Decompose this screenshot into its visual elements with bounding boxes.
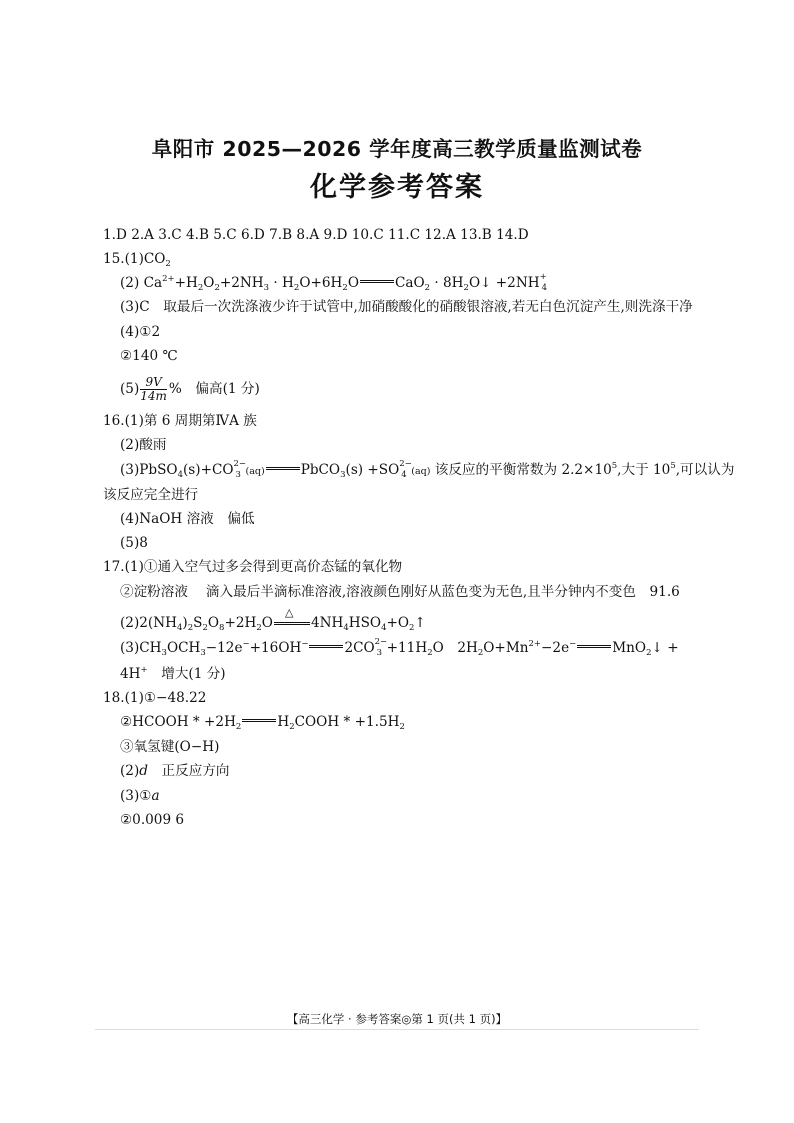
q15-part2-equation: (2) $Ca^{2+}+H_2O_2+2NH_3 \cdot H_2O+6H_2O$ $CaO_2 \cdot 8H_2O↓ +2NH$ + 4 [120, 272, 548, 293]
q18-part1: 18.(1)①−48.22 [103, 690, 207, 706]
q15-part3: (3)C 取最后一次洗涤液少许于试管中,加硝酸酸化的硝酸银溶液,若无白色沉淀产生,则洗涤干净 [120, 299, 693, 315]
q16-part5: (5)8 [120, 535, 148, 551]
q16-part3-continued: 该反应完全进行 [103, 487, 199, 503]
equals-sign [577, 645, 611, 648]
equals-sign [360, 280, 394, 283]
equals-sign [309, 645, 343, 648]
q18-part2: (2)d 正反应方向 [120, 763, 230, 779]
q18-part1b: ②HCOOH * $+2H_2$ $H_2COOH * +1.5H_2$ [120, 714, 405, 732]
equals-sign [242, 719, 276, 722]
answer-key-title: 化学参考答案 [310, 172, 484, 203]
q15-part4b: ②140 ℃ [120, 348, 178, 364]
q18-part1c: ③氧氢键(O−H) [120, 739, 220, 755]
q18-part3b: ②0.009 6 [120, 812, 185, 828]
exam-title: 阜阳市 2025—2026 学年度高三教学质量监测试卷 [151, 137, 643, 161]
q17-part3-continued: 4H+ 增大(1 分) [120, 665, 226, 682]
heated-equals-sign [274, 606, 310, 623]
q17-part1: 17.(1)①通入空气过多会得到更高价态锰的氧化物 [103, 559, 403, 575]
q17-part1b: ②淀粉溶液 滴入最后半滴标准溶液,溶液颜色刚好从蓝色变为无色,且半分钟内不变色 91.6 [120, 584, 680, 600]
q18-part3: (3)①a [120, 788, 160, 804]
q16-part1: 16.(1)第 6 周期第ⅣA 族 [103, 413, 257, 429]
q16-part3-equation: (3)PbSO$_4$(s)+CO 2− 3 (aq) PbCO$_3$(s) +SO 2− 4 (aq) 该反应的平衡常数为 $2.2\times 10^5$,大于 $10^5$,可以认为 [120, 459, 735, 480]
equals-sign [266, 467, 300, 470]
q17-part2-equation: $(2)2(NH_4)_2S_2O_8+2H_2O$ △ $4NH_4HSO_4+O_2↑$ [120, 606, 426, 633]
footer-rule [95, 1029, 699, 1030]
q17-part3-equations: $(3)CH_3OCH_3-12e^-+16OH^-$ 2CO 2− 3 $+11H_2O$ $2H_2O+Mn^{2+}-2e^-$ MnO$_2$↓ + [120, 637, 679, 658]
q16-part4: (4)NaOH 溶液 偏低 [120, 511, 255, 527]
q15-part1: $15.(1)CO_2$ [103, 251, 171, 269]
page-footer: 【高三化学 · 参考答案◎第 1 页(共 1 页)】 [286, 1012, 508, 1026]
heat-triangle-icon: △ [284, 606, 294, 619]
choice-answers: 1.D 2.A 3.C 4.B 5.C 6.D 7.B 8.A 9.D 10.C 11.C 12.A 13.B 14.D [103, 227, 529, 243]
fraction: $\frac{9V}{14m}$ [140, 375, 167, 403]
q15-part5: (5) $\frac{9V}{14m}$ % 偏高(1 分) [120, 375, 260, 403]
q16-part2: (2)酸雨 [120, 437, 167, 453]
q15-part4: (4)①2 [120, 324, 161, 340]
